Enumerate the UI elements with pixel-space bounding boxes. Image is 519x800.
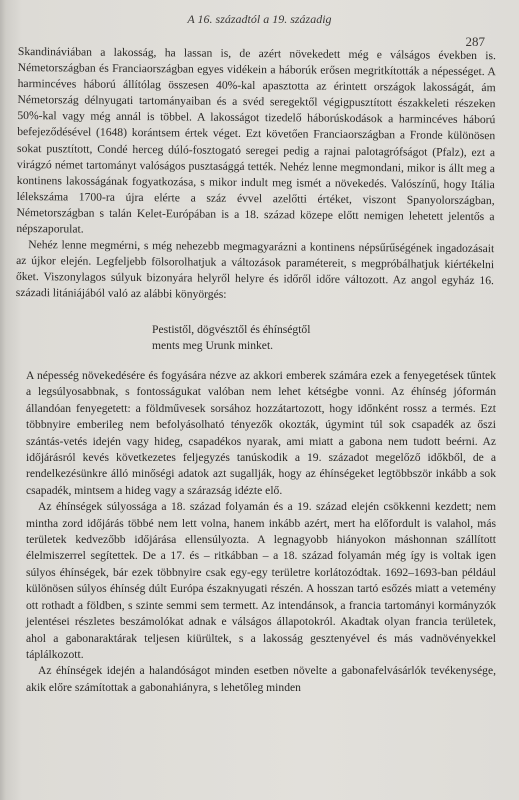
quote-line: ments meg Urunk minket. bbox=[152, 339, 274, 352]
paragraph: Skandináviában a lakosság, ha lassan is, de azért növekedett még e válságos években is. Németországban és Franciaországban egyes vidékein a háborúk erősen megritkították a népességet. A harmincéves háború állítólag összesen 40%-kal apasztotta az érintett országok lakosságát, ám Németország délnyugati tartományaiban és a svéd seregektől végigpusztított északkeleti részeken 50%-kal vagy még annál is többel. A lakosságot tizedelő háborúskodások a harmincéves háború befejeződésével (1648) korántsem értek véget. Ezt követően Franciaországban a Fronde különösen sokat pusztított, Condé herceg dúló-fosztogató seregei pedig a rajnai palotagrófságot (Pfalz), ezt a virágzó német tartományt valóságos pusztasággá tették. Nehéz lenne megmondani, mikor is állt meg a kontinens lakosságának fogyatkozása, s mikor indult meg ismét a növekedés. Valószínű, hogy Itália lélekszáma 1700-ra újra elérte a száz évvel azelőtti értéket, viszont Spanyolországban, Németországban s talán Kelet-Európában is a 18. század közepe előtt nemigen lehetett jelentős a népszaporulat. bbox=[16, 44, 496, 236]
page-number: 287 bbox=[465, 34, 485, 49]
litany-quote bbox=[152, 322, 310, 354]
paragraph: Az éhínségek idején a halandóságot minden esetben növelte a gabonafelvásárlók tevékenysége, akik előre számítottak a gabonahiányra, s lehetőleg minden bbox=[26, 664, 496, 694]
paragraph: Nehéz lenne megmérni, s még nehezebb megmagyarázni a kontinens népsűrűségének ingadozásait az újkor elején. Legfeljebb fölsorolhatjuk a változások paramétereit, s megpróbálhatjuk kiértékelni őket. Viszonylagos súlyuk bizonyára helyről helyre és időről időre változott. Az angol egyház 16. századi litániájából való az alábbi könyörgés: bbox=[15, 238, 495, 302]
running-head: A 16. századtól a 19. századig bbox=[187, 12, 332, 26]
body-text-bottom bbox=[26, 368, 496, 696]
paragraph: A népesség növekedésére és fogyására nézve az akkori emberek számára ezek a fenyegetések tűntek a legsúlyosabbnak, s fontosságukat valóban nem lehet kétségbe vonni. Az éhínség jóformán állandóan fenyegetett: a földművesek sorsához hozzátartozott, hogy időnként rossz a termés. Ezt többnyire emberileg nem befolyásolható tényezők okozták, úgymint túl sok csapadék az őszi szántás-vetés idején vagy hideg, csapadékos nyarak, ami miatt a gabona nem tudott beérni. Az időjárásról kevés következetes feljegyzés tanúskodik a 19. századot megelőző időkből, de a rendelkezésünkre álló minőségi adatok azt sugallják, hogy az éhínségeket legtöbbször inkább a sok csapadék, mintsem a hideg vagy a szárazság idézte elő. bbox=[26, 369, 496, 497]
quote-line: Pestistől, dögvésztől és éhínségtől bbox=[152, 323, 311, 336]
body-text-top bbox=[16, 44, 496, 306]
paragraph: Az éhínségek súlyossága a 18. század folyamán és a 19. század elején csökkenni kezdett; nem mintha zord időjárás többé nem lett volna, hanem inkább azért, mert ha előfordult is valahol, más területek kedvezőbb időjárása ellensúlyozta. A legnagyobb hiányokon máshonnan szállított élelmiszerrel segítettek. De a 17. és – ritkábban – a 18. század folyamán még így is voltak igen súlyos éhínségek, bár ezek többnyire csak egy-egy területre korlátozódtak. 1692–1693-ban például különösen súlyos éhínség dúlt Európa északnyugati részén. A hosszan tartó esőzés miatt a vetemény ott rothadt a földben, s szinte semmi sem termett. Az intendánsok, a francia tartományi kormányzók jelentései részletes beszámolókat adnak e válságos állapotokról. Akadtak olyan francia területek, ahol a gabonaraktárak teljesen kiürültek, s a lakosság gesztenyével és más vadnövényekkel táplálkozott. bbox=[26, 500, 496, 661]
